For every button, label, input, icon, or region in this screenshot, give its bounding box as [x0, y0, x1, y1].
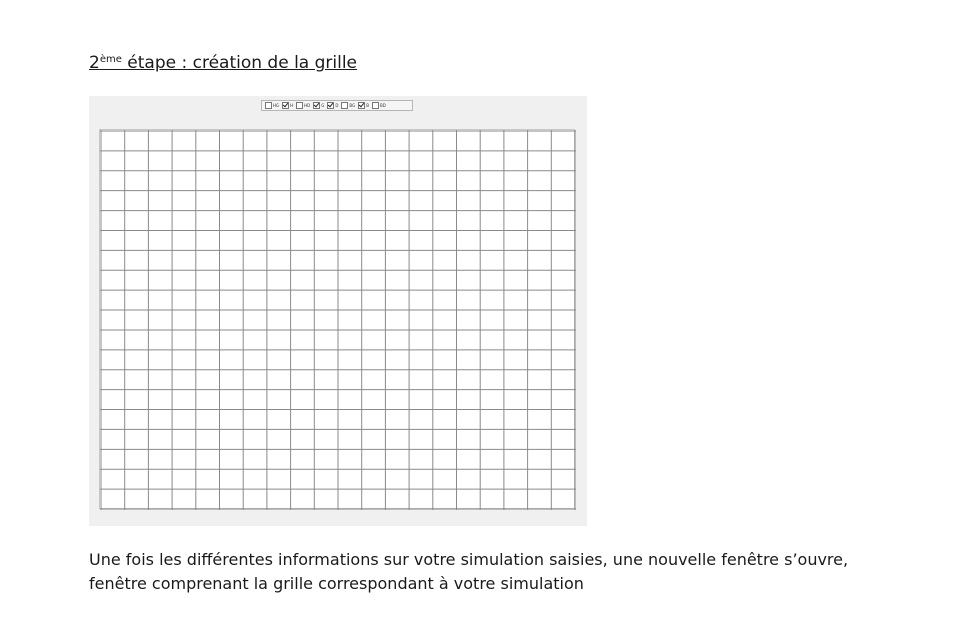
checkbox-hg[interactable]	[265, 102, 272, 109]
checkbox-label: HG	[273, 103, 280, 108]
direction-option-g[interactable]	[313, 102, 324, 109]
direction-option-bg[interactable]	[341, 102, 355, 109]
checkbox-label: BD	[379, 103, 386, 108]
step-number: 2	[89, 53, 100, 73]
checkbox-label: HD	[304, 103, 311, 108]
grid-lines	[100, 130, 576, 510]
checkbox-g[interactable]	[313, 102, 320, 109]
checkbox-d[interactable]	[327, 102, 334, 109]
direction-option-b[interactable]	[358, 102, 369, 109]
step-heading	[89, 53, 357, 73]
checkbox-label: G	[321, 103, 325, 108]
step-title: étape : création de la grille	[121, 53, 358, 73]
checkbox-label: B	[366, 103, 369, 108]
checkbox-b[interactable]	[358, 102, 365, 109]
direction-option-hd[interactable]	[296, 102, 310, 109]
checkbox-hd[interactable]	[296, 102, 303, 109]
checkbox-label: BG	[349, 103, 356, 108]
direction-option-hg[interactable]	[265, 102, 279, 109]
checkbox-label: D	[335, 103, 339, 108]
direction-option-bd[interactable]	[372, 102, 386, 109]
checkbox-bg[interactable]	[341, 102, 348, 109]
step-ordinal-suffix: ème	[99, 54, 122, 65]
checkbox-h[interactable]	[282, 102, 289, 109]
direction-option-h[interactable]	[282, 102, 293, 109]
description-line-1: Une fois les différentes informations sur votre simulation saisies, une nouvelle fenêtre s’ouvre,	[89, 550, 849, 569]
description-line-2: fenêtre comprenant la grille correspondant à votre simulation	[89, 574, 584, 593]
description-paragraph	[89, 548, 929, 596]
simulation-grid[interactable]	[99, 129, 575, 509]
direction-toolbar	[261, 100, 413, 111]
checkbox-bd[interactable]	[372, 102, 379, 109]
direction-option-d[interactable]	[327, 102, 338, 109]
checkbox-label: H	[290, 103, 294, 108]
grid-window-screenshot	[89, 96, 587, 526]
